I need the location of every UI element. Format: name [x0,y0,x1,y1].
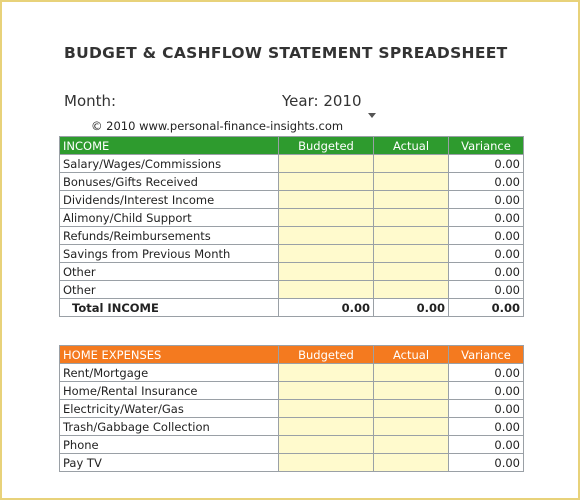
actual-header: Actual [374,346,449,364]
table-row [60,418,524,436]
budgeted-cell[interactable] [279,155,374,173]
budgeted-cell[interactable] [279,364,374,382]
budgeted-cell[interactable] [279,209,374,227]
row-label[interactable]: Rent/Mortgage [60,364,279,382]
variance-cell[interactable]: 0.00 [449,155,524,173]
variance-cell[interactable]: 0.00 [449,227,524,245]
total-income-row [60,299,524,317]
variance-cell[interactable]: 0.00 [449,173,524,191]
variance-cell[interactable]: 0.00 [449,364,524,382]
budgeted-header: Budgeted [279,346,374,364]
budgeted-cell[interactable] [279,418,374,436]
home-expenses-table [59,345,524,472]
variance-cell[interactable]: 0.00 [449,209,524,227]
budgeted-cell[interactable] [279,382,374,400]
row-label[interactable]: Phone [60,436,279,454]
variance-cell[interactable]: 0.00 [449,281,524,299]
actual-cell[interactable] [374,400,449,418]
row-label[interactable]: Electricity/Water/Gas [60,400,279,418]
table-row [60,436,524,454]
table-row [60,400,524,418]
actual-cell[interactable] [374,281,449,299]
variance-cell[interactable]: 0.00 [449,418,524,436]
row-label[interactable]: Dividends/Interest Income [60,191,279,209]
table-row [60,209,524,227]
actual-cell[interactable] [374,245,449,263]
year-label: Year: 2010 [282,92,362,110]
total-actual-cell[interactable]: 0.00 [374,299,449,317]
row-label[interactable]: Savings from Previous Month [60,245,279,263]
variance-header: Variance [449,137,524,155]
total-income-label[interactable]: Total INCOME [60,299,279,317]
row-label[interactable]: Bonuses/Gifts Received [60,173,279,191]
budgeted-cell[interactable] [279,263,374,281]
actual-cell[interactable] [374,155,449,173]
table-row [60,227,524,245]
cell-comment-marker-icon [368,113,376,118]
budgeted-cell[interactable] [279,400,374,418]
budgeted-cell[interactable] [279,227,374,245]
variance-cell[interactable]: 0.00 [449,436,524,454]
table-row [60,173,524,191]
actual-cell[interactable] [374,191,449,209]
variance-cell[interactable]: 0.00 [449,382,524,400]
row-label[interactable]: Other [60,281,279,299]
table-row [60,263,524,281]
month-label: Month: [64,92,117,110]
actual-cell[interactable] [374,418,449,436]
variance-header: Variance [449,346,524,364]
copyright-text: © 2010 www.personal-finance-insights.com [91,119,344,133]
budgeted-cell[interactable] [279,173,374,191]
expenses-header-row [60,346,524,364]
actual-cell[interactable] [374,227,449,245]
table-row [60,155,524,173]
row-label[interactable]: Salary/Wages/Commissions [60,155,279,173]
actual-cell[interactable] [374,209,449,227]
budgeted-cell[interactable] [279,281,374,299]
row-label[interactable]: Home/Rental Insurance [60,382,279,400]
actual-cell[interactable] [374,173,449,191]
actual-cell[interactable] [374,364,449,382]
table-row [60,191,524,209]
actual-cell[interactable] [374,454,449,472]
income-header: INCOME [60,137,279,155]
income-header-row [60,137,524,155]
table-row [60,245,524,263]
row-label[interactable]: Pay TV [60,454,279,472]
row-label[interactable]: Trash/Gabbage Collection [60,418,279,436]
total-variance-cell[interactable]: 0.00 [449,299,524,317]
income-table [59,136,524,317]
table-row [60,454,524,472]
variance-cell[interactable]: 0.00 [449,191,524,209]
budgeted-header: Budgeted [279,137,374,155]
budgeted-cell[interactable] [279,191,374,209]
table-row [60,382,524,400]
budgeted-cell[interactable] [279,436,374,454]
page-title: BUDGET & CASHFLOW STATEMENT SPREADSHEET [64,44,508,62]
variance-cell[interactable]: 0.00 [449,263,524,281]
total-budgeted-cell[interactable]: 0.00 [279,299,374,317]
variance-cell[interactable]: 0.00 [449,245,524,263]
variance-cell[interactable]: 0.00 [449,454,524,472]
actual-cell[interactable] [374,436,449,454]
home-expenses-header: HOME EXPENSES [60,346,279,364]
row-label[interactable]: Refunds/Reimbursements [60,227,279,245]
row-label[interactable]: Alimony/Child Support [60,209,279,227]
row-label[interactable]: Other [60,263,279,281]
actual-header: Actual [374,137,449,155]
budgeted-cell[interactable] [279,245,374,263]
variance-cell[interactable]: 0.00 [449,400,524,418]
actual-cell[interactable] [374,382,449,400]
table-row [60,364,524,382]
budgeted-cell[interactable] [279,454,374,472]
actual-cell[interactable] [374,263,449,281]
table-row [60,281,524,299]
